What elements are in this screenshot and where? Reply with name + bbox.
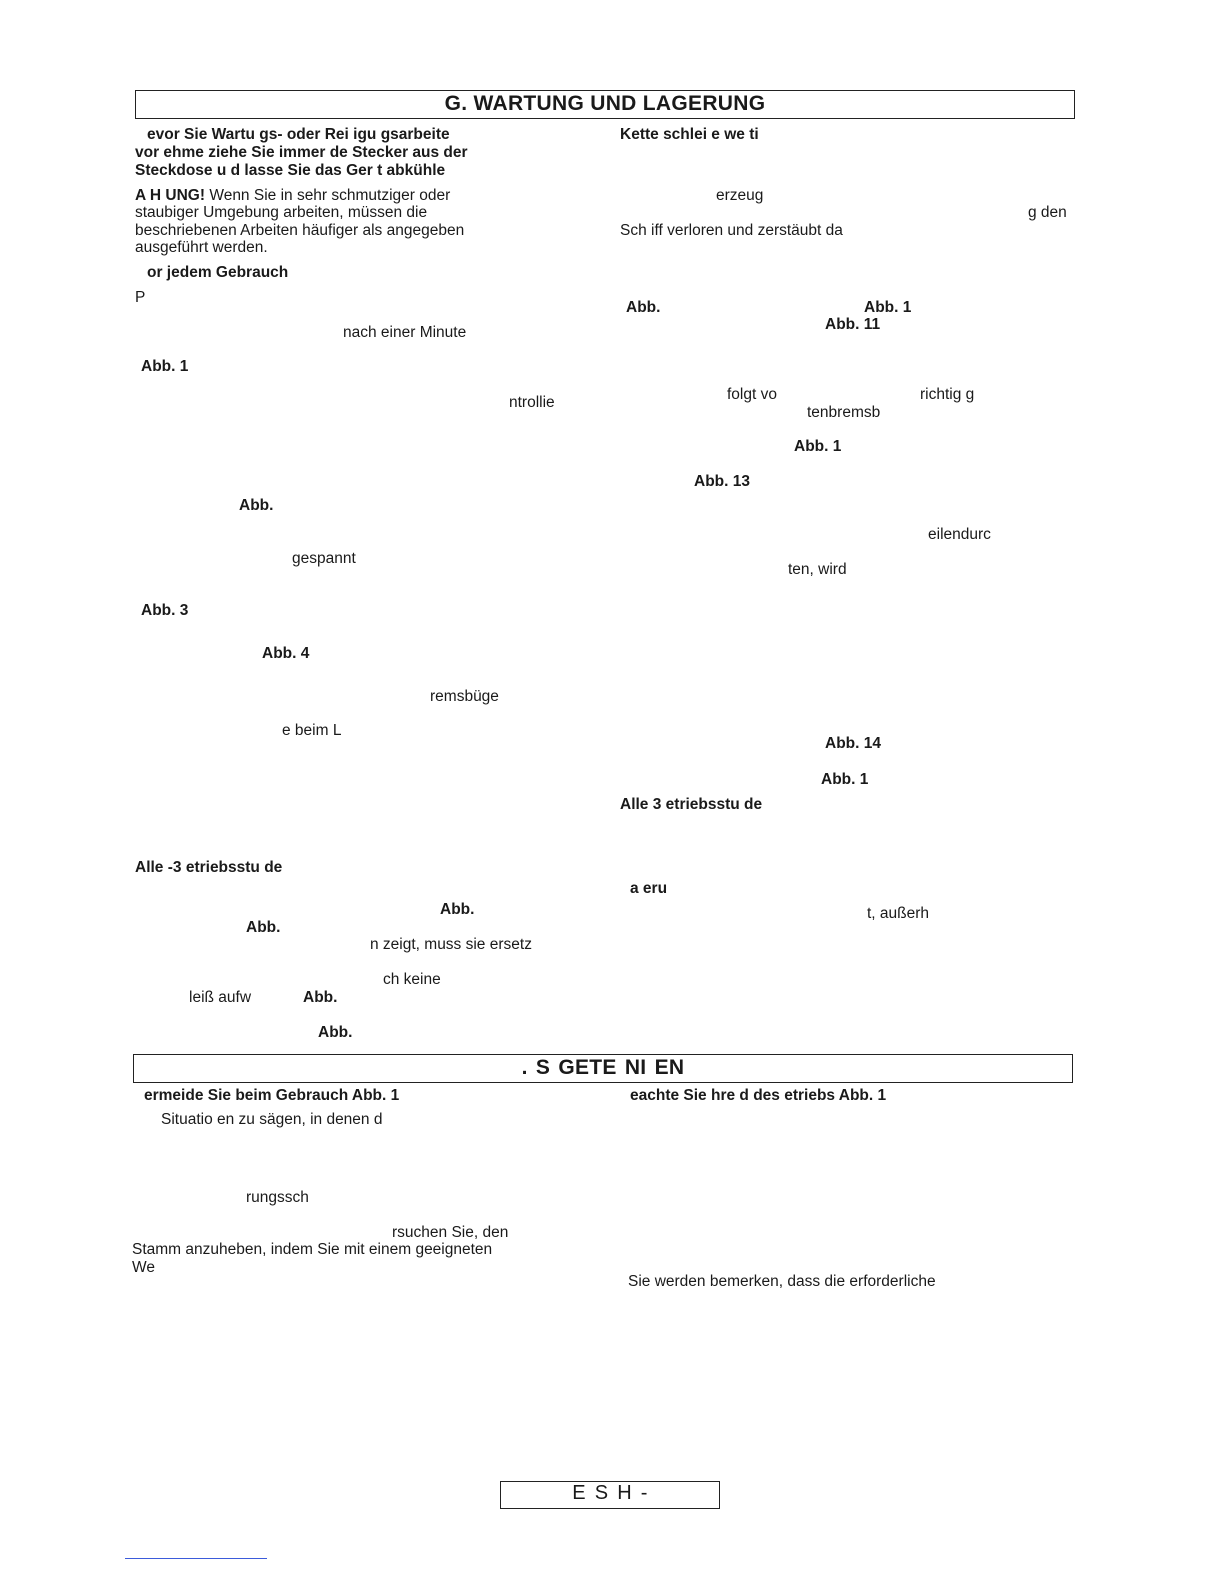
achtung-line-4: ausgeführt werden.: [135, 239, 268, 256]
achtung-label: A H UNG!: [135, 187, 206, 204]
subheading-vor-jedem-gebrauch: or jedem Gebrauch: [147, 264, 289, 281]
figure-ref: Abb. 11: [825, 316, 881, 333]
figure-ref: Abb.: [239, 497, 274, 514]
figure-ref: Abb.: [303, 989, 338, 1006]
figure-ref: Abb.: [318, 1024, 353, 1041]
subheading-kette-schleifen: Kette schlei e we ti: [620, 126, 759, 143]
fragment-kontrolle: ntrollie: [509, 394, 555, 411]
fragment-ten-wird: ten, wird: [788, 561, 847, 578]
fragment-erzeug: erzeug: [716, 187, 764, 204]
fragment-beim-l: e beim L: [282, 722, 342, 739]
warning-line-1: evor Sie Wartu gs- oder Rei igu gsarbeite: [147, 126, 450, 143]
fragment-schliff: Sch iff verloren und zerstäubt da: [620, 222, 843, 239]
figure-ref: Abb.: [626, 299, 661, 316]
figure-ref: Abb. 1: [141, 358, 189, 375]
figure-ref: Abb. 1: [864, 299, 912, 316]
fragment-bremsbuegel: remsbüge: [430, 688, 499, 705]
achtung-line-3: beschriebenen Arbeiten häufiger als angegeben: [135, 222, 465, 239]
section-title-wartung: G. WARTUNG UND LAGERUNG: [135, 90, 1075, 119]
fragment-stamm: Stamm anzuheben, indem Sie mit einem geeigneten: [132, 1241, 493, 1258]
warning-line-2: vor ehme ziehe Sie immer de Stecker aus der: [135, 144, 468, 161]
fragment-nach-einer-minute: nach einer Minute: [343, 324, 467, 341]
fragment-ersetzen: n zeigt, muss sie ersetz: [370, 936, 532, 953]
figure-ref: Abb. 3: [141, 602, 189, 619]
fragment-ausserhalb: t, außerh: [867, 905, 930, 922]
fragment-p: P: [135, 289, 146, 306]
achtung-line-2: staubiger Umgebung arbeiten, müssen die: [135, 204, 428, 221]
subheading-vermeiden: ermeide Sie beim Gebrauch Abb. 1: [144, 1087, 400, 1104]
fragment-situation: Situatio en zu sägen, in denen d: [161, 1111, 383, 1128]
figure-ref: Abb. 4: [262, 645, 310, 662]
figure-ref: Abb. 1: [794, 438, 842, 455]
subheading-alle-betriebsstunden-right: Alle 3 etriebsstu de: [620, 796, 763, 813]
subheading-alle-betriebsstunden: Alle -3 etriebsstu de: [135, 859, 283, 876]
fragment-keine: ch keine: [383, 971, 441, 988]
fragment-folgt: folgt vo: [727, 386, 777, 403]
fragment-versuchen: rsuchen Sie, den: [392, 1224, 509, 1241]
figure-ref: Abb.: [246, 919, 281, 936]
figure-ref: Abb. 13: [694, 473, 750, 490]
footnote-rule: [125, 1558, 267, 1559]
achtung-line-1: [135, 187, 450, 205]
fragment-rungssch: rungssch: [246, 1189, 309, 1206]
fragment-g-den: g den: [1028, 204, 1067, 221]
fragment-richtig: richtig g: [920, 386, 975, 403]
subheading-beachten: eachte Sie hre d des etriebs Abb. 1: [630, 1087, 887, 1104]
fragment-leiss: leiß aufw: [189, 989, 252, 1006]
fragment-eilendurc: eilendurc: [928, 526, 991, 543]
figure-ref: Abb. 14: [825, 735, 881, 752]
warning-line-3: Steckdose u d lasse Sie das Ger t abkühle: [135, 162, 446, 179]
fragment-gespannt: gespannt: [292, 550, 356, 567]
figure-ref: Abb.: [440, 901, 475, 918]
figure-ref: Abb. 1: [821, 771, 869, 788]
fragment-we: We: [132, 1259, 155, 1276]
fragment-kettenbremse: tenbremsb: [807, 404, 881, 421]
achtung-text: Wenn Sie in sehr schmutziger oder: [209, 187, 451, 204]
section-title-saegetechniken: . S GETE NI EN: [133, 1054, 1073, 1083]
subheading-lagerung: a eru: [630, 880, 668, 897]
page-footer-label: E S H -: [500, 1481, 720, 1509]
fragment-bemerken: Sie werden bemerken, dass die erforderliche: [628, 1273, 936, 1290]
